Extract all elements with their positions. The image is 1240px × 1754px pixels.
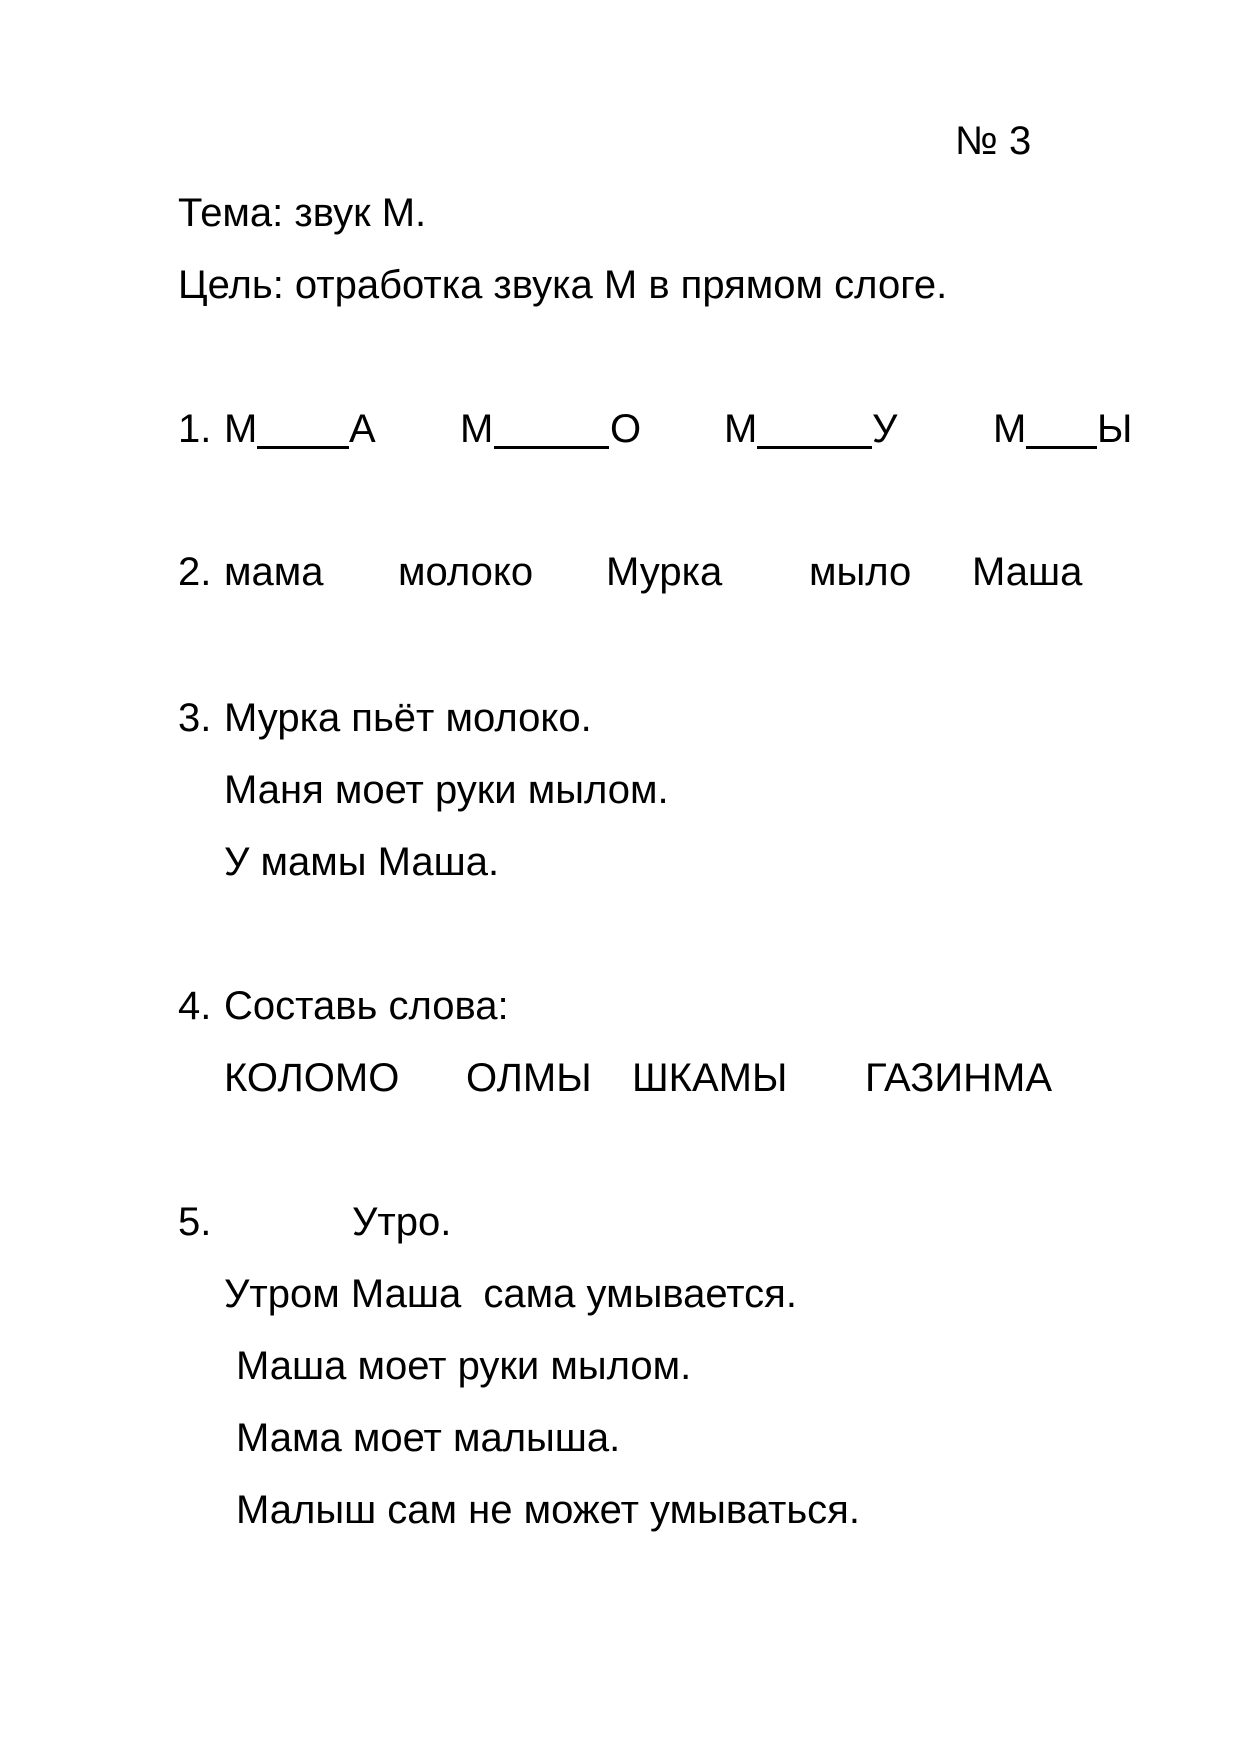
syllable-3-start: М: [724, 407, 758, 451]
sentence-line: Мурка пьёт молоко.: [224, 696, 592, 740]
word-item: Маша: [972, 550, 1083, 594]
goal-line: Цель: отработка звука М в прямом слоге.: [178, 263, 948, 307]
worksheet-number: № 3: [955, 119, 1032, 163]
word-item: мама: [224, 550, 324, 594]
syllable-1-start: М: [224, 407, 258, 451]
syllable-3-blank: [757, 446, 872, 449]
sentence-line: У мамы Маша.: [224, 840, 500, 884]
syllable-2-blank: [494, 446, 609, 449]
story-line: Мама моет малыша.: [236, 1416, 621, 1460]
exercise-5-number: 5.: [178, 1200, 212, 1244]
anagram-item: КОЛОМО: [224, 1056, 400, 1100]
syllable-3-end: У: [872, 407, 898, 451]
syllable-1-end: А: [349, 407, 376, 451]
syllable-4-blank: [1026, 446, 1097, 449]
anagram-item: ГАЗИНМА: [865, 1056, 1053, 1100]
exercise-4-instruction: Составь слова:: [224, 984, 509, 1028]
topic-line: Тема: звук М.: [178, 191, 427, 235]
word-item: молоко: [398, 550, 534, 594]
story-title: Утро.: [352, 1200, 452, 1244]
exercise-2-number: 2.: [178, 550, 212, 594]
story-line: Маша моет руки мылом.: [236, 1344, 692, 1388]
story-line: Малыш сам не может умываться.: [236, 1488, 860, 1532]
exercise-3-number: 3.: [178, 696, 212, 740]
syllable-1-blank: [257, 446, 349, 449]
word-item: Мурка: [606, 550, 723, 594]
word-item: мыло: [809, 550, 912, 594]
exercise-1-number: 1.: [178, 407, 212, 451]
exercise-4-number: 4.: [178, 984, 212, 1028]
syllable-4-start: М: [993, 407, 1027, 451]
anagram-item: ОЛМЫ: [466, 1056, 592, 1100]
syllable-2-end: О: [610, 407, 642, 451]
story-line: Утром Маша сама умывается.: [224, 1272, 797, 1316]
syllable-2-start: М: [460, 407, 494, 451]
syllable-4-end: Ы: [1097, 407, 1133, 451]
sentence-line: Маня моет руки мылом.: [224, 768, 669, 812]
anagram-item: ШКАМЫ: [632, 1056, 788, 1100]
